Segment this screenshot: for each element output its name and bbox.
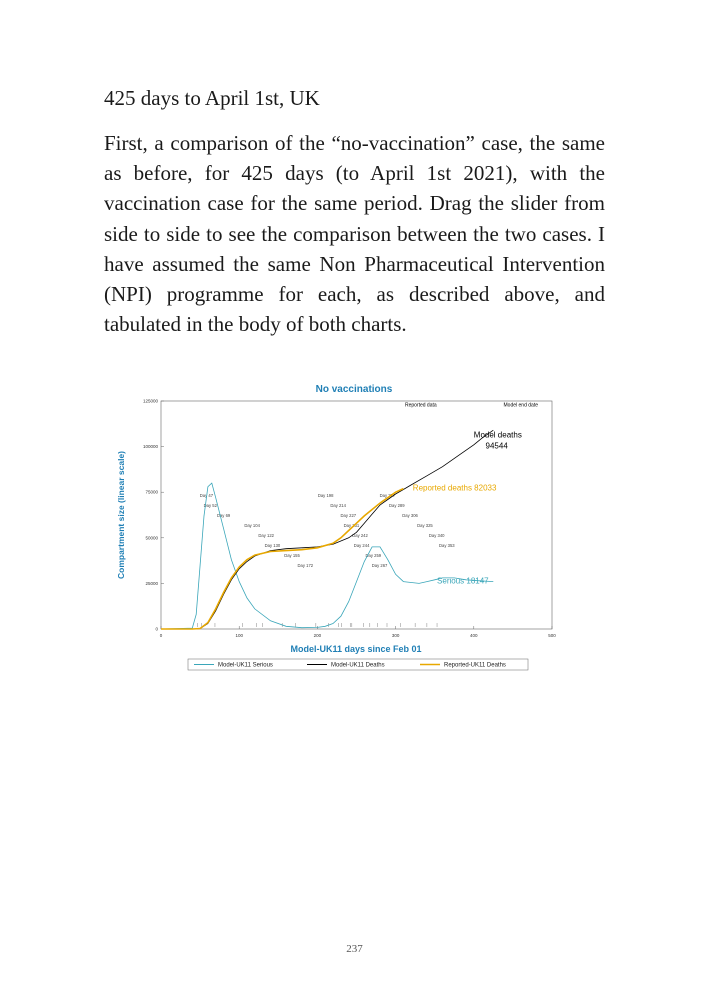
npi-note: Day 340 — [428, 533, 445, 538]
x-tick-label: 300 — [391, 633, 400, 638]
npi-note: Day 259 — [365, 553, 382, 558]
x-tick-label: 0 — [159, 633, 163, 638]
legend-label: Model-UK11 Deaths — [331, 662, 385, 669]
x-axis-label: Model-UK11 days since Feb 01 — [290, 644, 422, 654]
npi-note: Day 289 — [388, 503, 405, 508]
page-heading: 425 days to April 1st, UK — [104, 86, 320, 110]
npi-note: Day 277 — [379, 493, 396, 498]
npi-note: Day 155 — [284, 553, 300, 558]
x-tick-label: 500 — [548, 633, 556, 638]
y-axis-label: Compartment size (linear scale) — [116, 450, 126, 580]
annotations-layer — [405, 402, 538, 585]
npi-note: Day 130 — [264, 543, 281, 548]
series-line — [161, 489, 403, 629]
y-tick-label: 75000 — [145, 489, 158, 495]
legend-label: Model-UK11 Serious — [218, 662, 273, 669]
npi-notes-layer — [198, 493, 456, 627]
x-tick-label: 100 — [235, 633, 243, 638]
npi-note: Day 47 — [199, 493, 214, 498]
chart-annotation: Model deaths — [473, 430, 522, 440]
chart-svg[interactable] — [108, 376, 568, 676]
legend-label: Reported-UK11 Deaths — [444, 662, 506, 669]
chart-annotation: Reported data — [404, 402, 437, 409]
npi-note: Day 104 — [244, 523, 260, 528]
chart-figure[interactable] — [108, 376, 568, 676]
npi-note: Day 198 — [317, 493, 334, 498]
npi-note: Day 227 — [340, 513, 357, 518]
npi-note: Day 172 — [297, 563, 314, 568]
y-tick-label: 25000 — [145, 580, 158, 586]
x-tick-label: 200 — [313, 633, 322, 638]
chart-title: No vaccinations — [315, 384, 393, 395]
series-line — [161, 430, 493, 629]
npi-note: Day 122 — [258, 533, 275, 538]
npi-note: Day 242 — [352, 533, 368, 538]
npi-note: Day 214 — [330, 503, 346, 508]
chart-annotation: Serious 18147 — [437, 576, 489, 586]
y-tick-label: 125000 — [142, 398, 158, 404]
chart-legend — [188, 659, 528, 670]
y-tick-label: 50000 — [145, 535, 158, 541]
y-tick-label: 0 — [155, 626, 158, 632]
npi-note: Day 306 — [402, 513, 418, 518]
npi-note: Day 231 — [343, 523, 360, 528]
body-paragraph: First, a comparison of the “no-vaccination” case, the same as before, for 425 days (to April 1st 2021), with the vaccination case for the same period. Drag the slider from side to side to see the comparison between the two cases. I have assumed the same Non Pharmaceutical Intervention (NPI) programme for each, as described above, and tabulated in the body of both charts. — [104, 131, 605, 337]
chart-annotation: 94544 — [485, 441, 508, 451]
npi-note: Day 52 — [203, 503, 217, 508]
x-tick-label: 400 — [470, 633, 478, 638]
y-tick-label: 100000 — [142, 444, 158, 450]
npi-note: Day 325 — [417, 523, 433, 528]
chart-annotation: Model end date — [503, 402, 539, 409]
npi-note: Day 244 — [353, 543, 370, 548]
chart-annotation: Reported deaths 82033 — [412, 483, 497, 493]
npi-note: Day 267 — [371, 563, 388, 568]
npi-note: Day 69 — [216, 513, 231, 518]
page-number: 237 — [346, 943, 363, 955]
npi-note: Day 353 — [439, 543, 455, 548]
series-layer — [161, 430, 493, 629]
